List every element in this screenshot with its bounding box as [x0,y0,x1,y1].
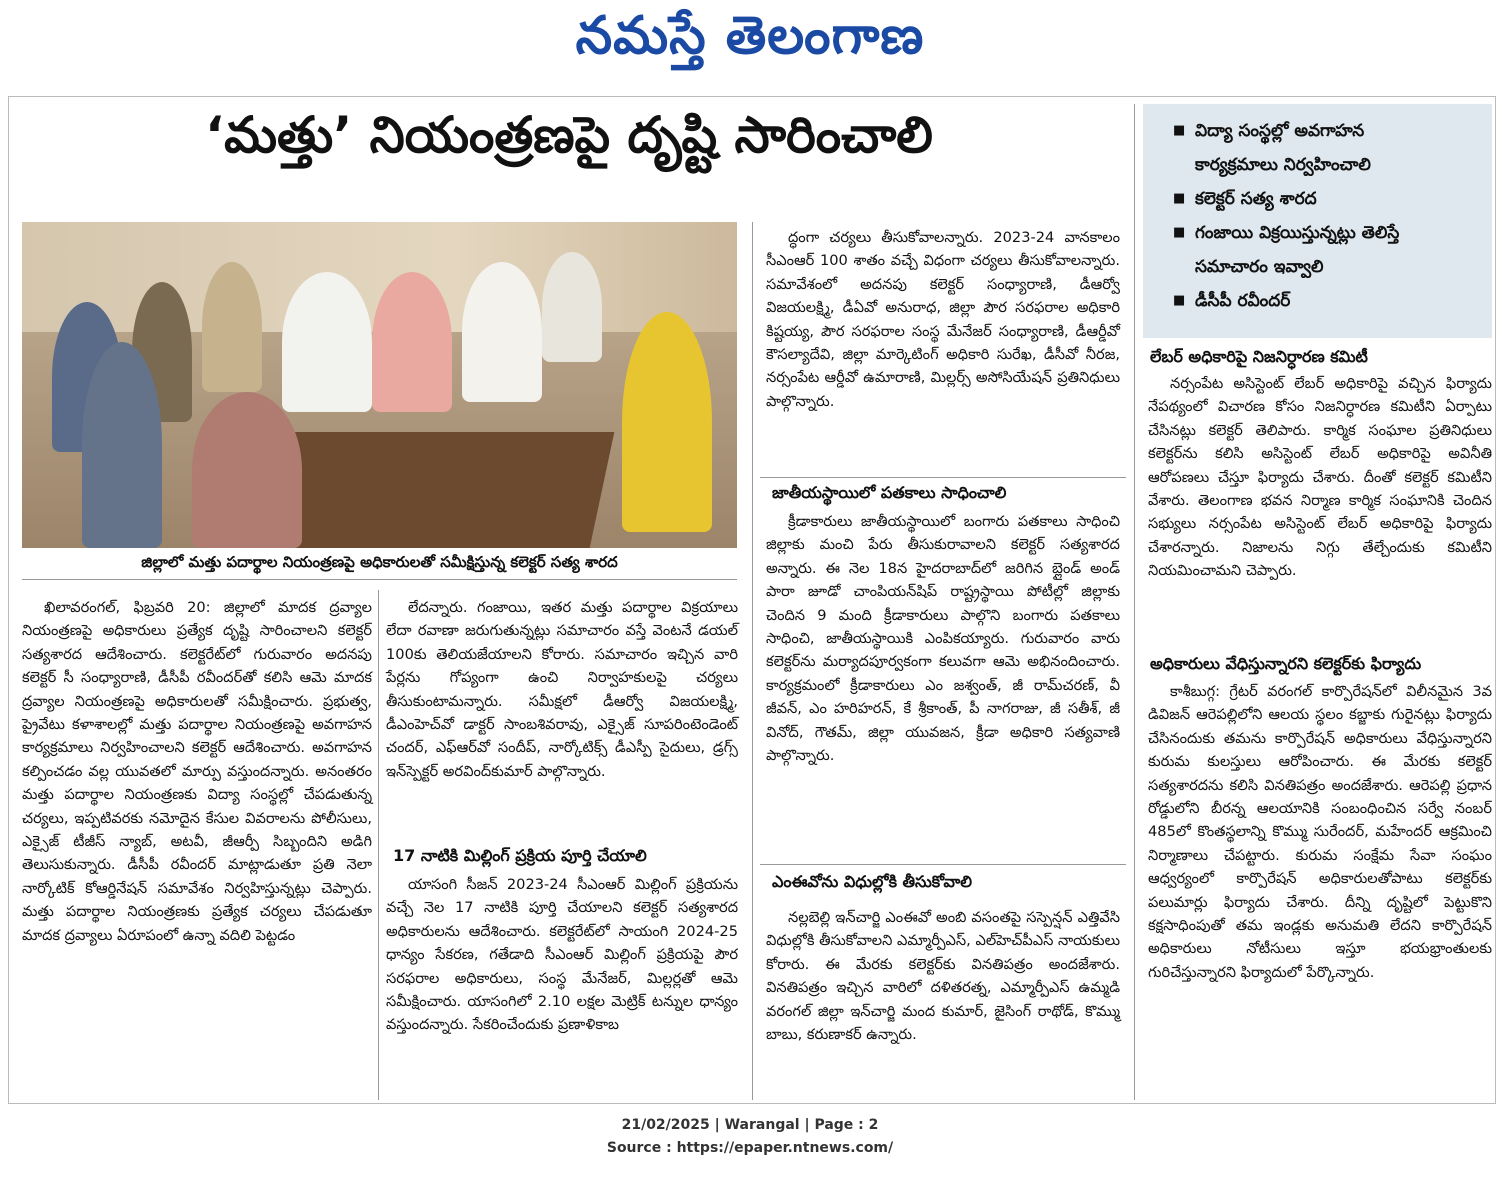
article-column-1 [22,596,372,947]
subheading-medals: జాతీయస్థాయిలో పతకాలు సాధించాలి [772,483,1007,502]
subheading-meo: ఎంఈవోను విధుల్లోకి తీసుకోవాలి [772,872,973,891]
column-divider [378,590,379,1100]
highlight-item: ■ గంజాయి విక్రయిస్తున్నట్లు తెలిస్తే [1195,216,1492,250]
highlight-item: ■ కలెక్టర్ సత్య శారద [1195,182,1492,216]
photo-caption: జిల్లాలో మత్తు పదార్థాల నియంత్రణపై అధికారులతో సమీక్షిస్తున్న కలెక్టర్ సత్య శారద [22,553,737,580]
column-divider [1134,104,1135,1100]
column-divider [752,222,753,1100]
section-divider [760,864,1126,865]
article-headline: ‘మత్తు’ నియంత్రణపై దృష్టి సారించాలి [205,106,933,164]
footer-source: Source : https://epaper.ntnews.com/ [606,1140,894,1156]
paragraph: యాసంగి సీజన్ 2023-24 సీఎంఆర్ మిల్లింగ్ ప్రక్రియను వచ్చే నెల 17 నాటికి పూర్తి చేయాలని కలెక్టర్ సత్యశారద అధికారులను ఆదేశించారు. కలెక్టరేట్‌లో సాయంగి 2024-25 ధాన్యం సేకరణ, గతేడాది సీఎంఆర్ మిల్లింగ్ ప్రక్రియపై పౌర సరఫరాల అధికారులు, సంస్థ మేనేజర్, మిల్లర్లతో ఆమె సమీక్షించారు. యాసంగిలో 2.10 లక్షల మెట్రిక్ టన్నుల ధాన్యం వస్తుందన్నారు. సేకరించేందుకు ప్రణాళికాబ [386,876,738,1034]
photo-person [622,312,712,532]
footer-date-edition: 21/02/2025 | Warangal | Page : 2 [621,1117,879,1133]
paragraph: నల్లబెల్లి ఇన్‌చార్జి ఎంఈవో అంబి వసంతపై సస్పెన్షన్ ఎత్తివేసి విధుల్లోకి తీసుకోవాలని ఎమ్మార్పీఎస్, ఎల్‌హెచ్‌పీఎస్ నాయకులు కోరారు. ఈ మేరకు కలెక్టర్‌కు వినతిపత్రం అందజేశారు. వినతిపత్రం ఇచ్చిన వారిలో దళితరత్న, ఎమ్మార్పీఎస్ ఉమ్మడి వరంగల్ జిల్లా ఇన్‌చార్జి మంద కుమార్, జైసింగ్ రాథోడ్, కొమ్ము బాబు, కరుణాకర్ ఉన్నారు. [766,909,1120,1044]
newspaper-masthead: నమస్తే తెలంగాణ [575,6,925,66]
article-labour [1148,372,1492,583]
section-divider [760,477,1126,478]
article-column-2-cont [386,873,738,1037]
subheading-milling: 17 నాటికి మిల్లింగ్ ప్రక్రియ పూర్తి చేయాలి [393,846,647,865]
article-complaint [1148,680,1492,984]
photo-person [372,272,452,412]
highlights-list [1143,114,1492,318]
photo-person [542,252,602,362]
photo-person [462,262,542,402]
subheading-labour: లేబర్ అధికారిపై నిజనిర్ధారణ కమిటీ [1150,347,1368,366]
highlight-item: ■ డీసీపీ రవీందర్ [1195,284,1492,318]
subheading-complaint: అధికారులు వేధిస్తున్నారని కలెక్టర్‌కు ఫిర్యాదు [1150,654,1422,673]
paragraph: ఖిలావరంగల్, ఫిబ్రవరి 20: జిల్లాలో మాదక ద్రవ్యాల నియంత్రణపై అధికారులు ప్రత్యేక దృష్టి సారించాలని కలెక్టర్ సత్యశారద ఆదేశించారు. కలెక్టరేట్‌లో గురువారం అదనపు కలెక్టర్ సీ సంధ్యారాణి, డీసీపీ రవీందర్‌తో కలిసి ఆమె మాదక ద్రవ్యాల నియంత్రణపై అధికారులతో సమీక్షించారు. ప్రభుత్వ, ప్రైవేటు కళాశాలల్లో మత్తు పదార్థాల నియంత్రణపై అవగాహన కార్యక్రమాలు నిర్వహించాలని కలెక్టర్ ఆదేశించారు. అవగాహన కల్పించడం వల్ల యువతలో మార్పు వస్తుందన్నారు. అనంతరం మత్తు పదార్థాల నియంత్రణకు విద్యా సంస్థల్లో చేపడుతున్న చర్యలు, ఇప్పటివరకు నమోదైన కేసుల వివరాలను పోలీసులు, ఎక్సైజ్ టీజీస్ న్యాబ్, అటవీ, జీఆర్పీ సిబ్బందిని అడిగి తెలుసుకున్నారు. డీసీపీ రవీందర్ మాట్లాడుతూ ప్రతి నెలా నార్కోటిక్ కోఆర్డినేషన్ సమావేశం నిర్వహిస్తున్నట్లు చెప్పారు. మత్తు పదార్థాల నియంత్రణకు ప్రత్యేక చర్యలు చేపడుతూ మాదక ద్రవ్యాలు ఏరూపంలో ఉన్నా వదిలి పెట్టడం [22,599,372,944]
photo-person [192,392,302,548]
article-meo [766,906,1120,1046]
news-photo [22,222,737,548]
paragraph: క్రీడాకారులు జాతీయస్థాయిలో బంగారు పతకాలు సాధించి జిల్లాకు మంచి పేరు తీసుకురావాలని కలెక్టర్ సత్యశారద అన్నారు. ఈ నెల 18న హైదరాబాద్‌లో జరిగిన బ్లైండ్ అండ్ పారా జూడో చాంపియన్‌షిప్ రాష్ట్రస్థాయి పోటీల్లో జిల్లాకు చెందిన 9 మంది క్రీడాకారులు పాల్గొని బంగారు పతకాలు సాధించి, జాతీయస్థాయికి ఎంపికయ్యారు. గురువారం వారు కలెక్టర్‌ను మర్యాదపూర్వకంగా కలువగా ఆమె అభినందించారు. కార్యక్రమంలో క్రీడాకారులు ఎం జశ్వంత్, జీ రామ్‌చరణ్, వీ జీవన్, ఎం హరిహరన్, కే శ్రీకాంత్, పీ నాగరాజు, జీ సతీశ్, జీ వినోద్, గౌతమ్, జిల్లా యువజన, క్రీడా అధికారి సత్యవాణి పాల్గొన్నారు. [766,513,1120,765]
highlight-item: కార్యక్రమాలు నిర్వహించాలి [1195,155,1371,175]
paragraph: ద్ధంగా చర్యలు తీసుకోవాలన్నారు. 2023-24 వానకాలం సీఎంఆర్ 100 శాతం వచ్చే విధంగా చర్యలు తీసుకోవాలన్నారు. సమావేశంలో అదనపు కలెక్టర్ సంధ్యారాణి, డీఆర్వో విజయలక్ష్మి, డీఏవో అనురాధ, జిల్లా పౌర సరఫరాల అధికారి కిష్టయ్య, పౌర సరఫరాల సంస్థ మేనేజర్ సంధ్యారాణి, డీఆర్డీవో కౌసల్యాదేవి, జిల్లా మార్కెటింగ్ అధికారి సురేఖ, డీసీవో నీరజ, నర్సంపేట ఆర్డీవో ఉమారాణి, మిల్లర్స్ అసోసియేషన్ ప్రతినిధులు పాల్గొన్నారు. [766,229,1120,410]
photo-person [82,342,162,548]
article-column-2 [386,596,738,783]
highlight-item: ■ విద్యా సంస్థల్లో అవగాహన [1195,114,1492,148]
highlights-box [1143,104,1492,338]
article-column-3 [766,226,1120,413]
paragraph: కాశీబుగ్గ: గ్రేటర్ వరంగల్ కార్పొరేషన్‌లో విలీనమైన 3వ డివిజన్ ఆరెపల్లిలోని ఆలయ స్థలం కబ్జాకు గురైనట్లు ఫిర్యాదు చేసినందుకు తమను కార్పొరేషన్ అధికారులు వేధిస్తున్నారని కురుమ కులస్తులు ఆరోపించారు. ఈ మేరకు కలెక్టర్ సత్యశారదను కలిసి వినతిపత్రం అందజేశారు. ఆరెపల్లి ప్రధాన రోడ్డులోని బీరన్న ఆలయానికి సంబంధించిన సర్వే నంబర్ 485లో కొంతస్థలాన్ని కొమ్ము సురేందర్, మహేందర్ ఆక్రమించి నిర్మాణాలు చేపట్టారు. కురుమ సంక్షేమ సేవా సంఘం ఆధ్వర్యంలో కార్పొరేషన్ అధికారులతోపాటు కలెక్టర్‌కు పలుమార్లు ఫిర్యాదు చేశారు. దీన్ని దృష్టిలో పెట్టుకొని కక్షసాధింపుతో తమ ఇండ్లకు అనుమతి లేదని కార్పొరేషన్ అధికారులు నోటీసులు ఇస్తూ భయభ్రాంతులకు గురిచేస్తున్నారని ఫిర్యాదులో పేర్కొన్నారు. [1148,683,1492,981]
paragraph: నర్సంపేట అసిస్టెంట్ లేబర్ అధికారిపై వచ్చిన ఫిర్యాదు నేపథ్యంలో విచారణ కోసం నిజనిర్ధారణ కమిటీని ఏర్పాటు చేసినట్లు కలెక్టర్ తెలిపారు. కార్మిక సంఘాల ప్రతినిధులు కలెక్టర్‌ను కలిసి అసిస్టెంట్ లేబర్ అధికారిపై అవినీతి ఆరోపణలు చేస్తూ ఫిర్యాదు చేశారు. దీంతో కలెక్టర్ కమిటీని వేశారు. తెలంగాణ భవన నిర్మాణ కార్మిక సంఘానికి చెందిన సభ్యులు నర్సంపేట అసిస్టెంట్ లేబర్ అధికారిపై ఫిర్యాదు చేశారన్నారు. నిజాలను నిగ్గు తేల్చేందుకు కమిటీని నియమించామని చెప్పారు. [1148,375,1492,580]
photo-person [202,262,262,392]
highlight-item: సమాచారం ఇవ్వాలి [1195,257,1324,277]
photo-person [282,272,372,412]
article-medals [766,510,1120,767]
paragraph: లేదన్నారు. గంజాయి, ఇతర మత్తు పదార్థాల విక్రయాలు లేదా రవాణా జరుగుతున్నట్లు సమాచారం వస్తే వెంటనే డయల్ 100కు తెలియజేయాలని కోరారు. సమాచారం ఇచ్చిన వారి పేర్లను గోప్యంగా ఉంచి నిర్వాహకులపై చర్యలు తీసుకుంటామన్నారు. సమీక్షలో డీఆర్వో విజయలక్ష్మి, డీఎంహెచ్‌వో డాక్టర్ సాంబశివరావు, ఎక్సైజ్ సూపరింటెండెంట్ చందర్, ఎఫ్‌ఆర్‌వో సందీప్, నార్కోటిక్స్ డీఎస్పీ సైదులు, డ్రగ్స్ ఇన్‌స్పెక్టర్ అరవింద్‌కుమార్ పాల్గొన్నారు. [386,599,738,780]
